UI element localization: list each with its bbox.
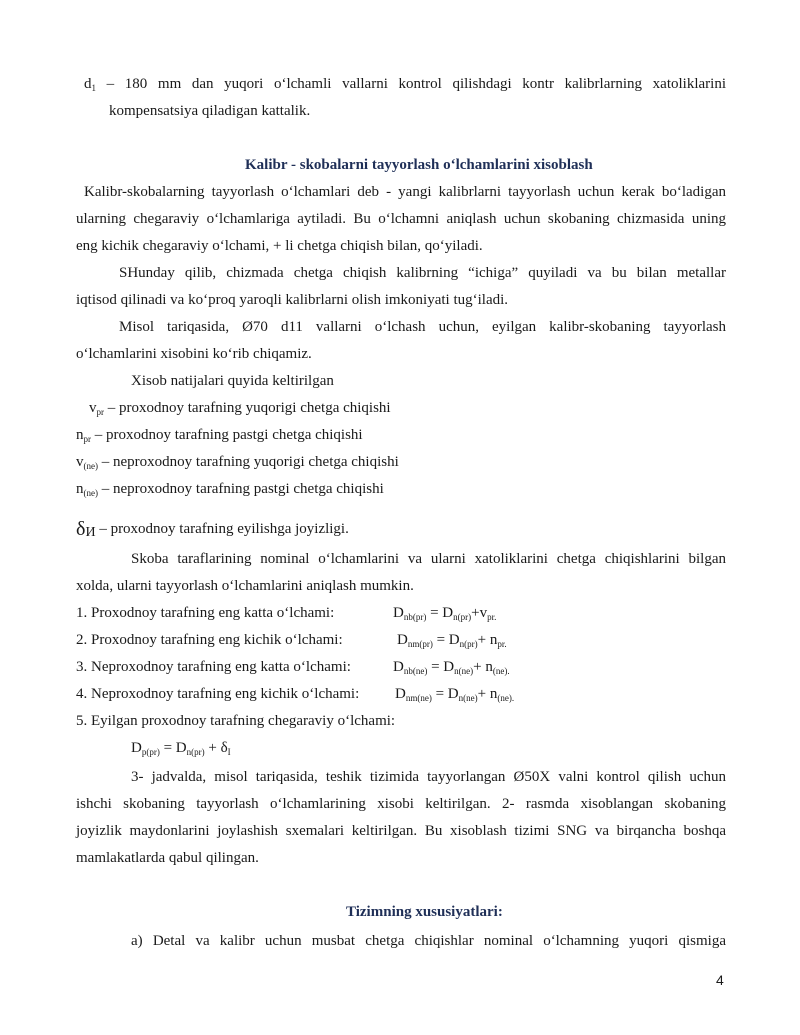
formula: $D_{nb(pr)} = D_{n(pr)}+v_{pr.}$ [393,605,497,622]
intro-line-1: $d_1 - 180$ mm dan yuqori o‘lchamli vallarni kontrol qilishdagi kontr kalibrlarning xatoliklarini [84,76,726,93]
paragraph-line: ularning chegaraviy o‘lchamlariga aytiladi. Bu o‘lchamni aniqlash uchun skobaning chizmasida uning [76,211,726,227]
paragraph-line: Kalibr-skobalarning tayyorlash o‘lchamlari deb - yangi kalibrlarni tayyorlash uchun kerak bo‘ladigan [84,184,726,200]
definition-item: $v_{(ne)}$ – neproxodnoy tarafning yuqorigi chetga chiqishi [76,454,399,471]
formula: $D_{nm(pr)} = D_{n(pr)}+ n_{pr.}$ [397,632,507,649]
list-item-label: 5. Eyilgan proxodnoy tarafning chegaraviy o‘lchami: [76,713,396,729]
paragraph-line: Misol tariqasida, Ø70 d11 vallarni o‘lchash uchun, eyilgan kalibr-skobaning tayyorlash [119,319,726,335]
formula: $D_{nb(ne)} = D_{n(ne)}+ n_{(ne).}$ [393,659,510,676]
paragraph-line: Skoba taraflarining nominal o‘lchamlarini va ularni xatoliklarini chetga chiqishlarini bilgan [131,551,726,567]
list-item-label: 4. Neproxodnoy tarafning eng kichik o‘lchami: [76,686,360,702]
list-item-label: 3. Neproxodnoy tarafning eng katta o‘lchami: [76,659,351,675]
definition-item: δИ – proxodnoy tarafning eyilishga joyizligi. [76,518,349,540]
paragraph-line: xolda, ularni tayyorlash o‘lchamlarini aniqlash mumkin. [76,578,414,594]
paragraph-line: o‘lchamlarini xisobini ko‘rib chiqamiz. [76,346,312,362]
formula: $D_{p(pr)} = D_{n(pr)} + \delta_I$ [131,740,231,757]
intro-line-2: kompensatsiya qiladigan kattalik. [109,103,311,119]
formula: $D_{nm(ne)} = D_{n(ne)}+ n_{(ne).}$ [395,686,515,703]
section-heading: Kalibr - skobalarni tayyorlash o‘lchamlarini xisoblash [245,157,593,173]
paragraph-line: iqtisod qilinadi va ko‘proq yaroqli kalibrlarni olish imkoniyati tug‘iladi. [76,292,509,308]
paragraph-line: eng kichik chegaraviy o‘lchami, + li chetga chiqish bilan, qo‘yiladi. [76,238,483,254]
paragraph-line: 3- jadvalda, misol tariqasida, teshik tizimida tayyorlangan Ø50X valni kontrol qilish uchun [131,769,726,785]
definition-item: $n_{(ne)}$ – neproxodnoy tarafning pastgi chetga chiqishi [76,481,384,498]
paragraph-line: ishchi skobaning tayyorlash o‘lchamlarining xisobi keltirilgan. 2- rasmda xisoblangan skobaning [76,796,726,812]
section-heading: Tizimning xususiyatlari: [346,904,503,920]
paragraph-line: SHunday qilib, chizmada chetga chiqish kalibrning “ichiga” quyiladi va bu bilan metallar [119,265,726,281]
paragraph-line: mamlakatlarda qabul qilingan. [76,850,259,866]
list-item: a) Detal va kalibr uchun musbat chetga chiqishlar nominal o‘lchamning yuqori qismiga [131,933,726,949]
paragraph-line: joyizlik maydonlarini joylashish sxemalari keltirilgan. Bu xisoblash tizimi SNG va birqancha boshqa [76,823,726,839]
list-item-label: 2. Proxodnoy tarafning eng kichik o‘lchami: [76,632,343,648]
list-item-label: 1. Proxodnoy tarafning eng katta o‘lchami: [76,605,335,621]
definition-item: $n_{pr}$ – proxodnoy tarafning pastgi chetga chiqishi [76,427,363,444]
results-intro: Xisob natijalari quyida keltirilgan [131,373,334,389]
definition-item: $v_{pr}$ – proxodnoy tarafning yuqorigi chetga chiqishi [89,400,391,417]
page-number: 4 [716,972,724,988]
